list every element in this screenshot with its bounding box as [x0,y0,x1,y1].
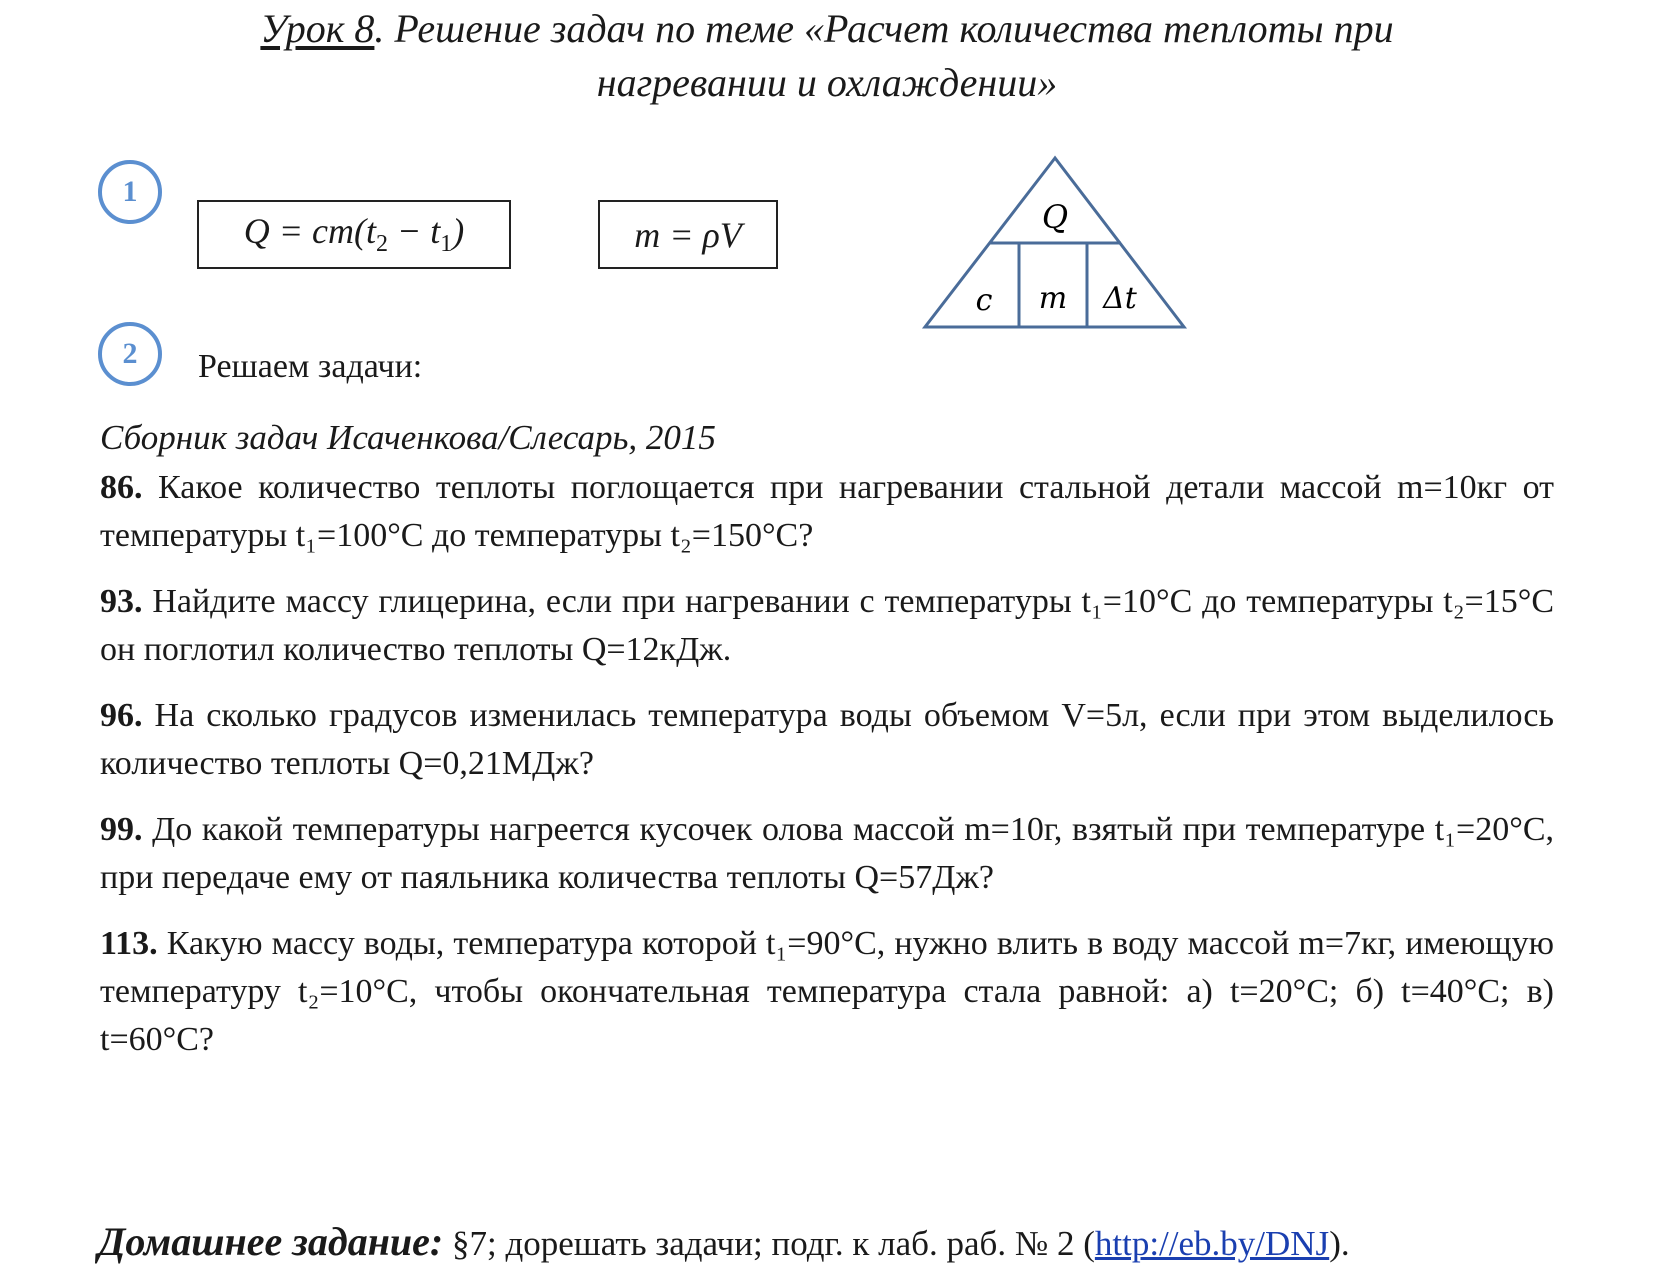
homework-text: §7; дорешать задачи; подг. к лаб. раб. № 2 ( [443,1224,1095,1263]
problem-text: До какой температуры нагреется кусочек олова массой m=10г, взятый при температуре t₁=20°С, при передаче ему от паяльника количества теплоты Q=57Дж? [100,811,1554,896]
title-line-2: нагревании и охлаждении» [596,60,1058,105]
problem-text: Найдите массу глицерина, если при нагревании с температуры t₁=10°С до температуры t₂=15°С он поглотил количество теплоты Q=12кДж. [100,583,1555,668]
problem-93 [100,578,1554,674]
homework-tail: ). [1329,1224,1350,1263]
homework [98,1218,1350,1265]
problem-number: 93. [100,583,143,620]
problem-text: Какую массу воды, температура которой t₁=90°С, нужно влить в воду массой m=7кг, имеющую температуру t₂=10°С, чтобы окончательная температура стала равной: а) t=20°С; б) t=40°С; в) t=60°С? [100,925,1555,1058]
heat-formula-box [197,200,511,269]
problem-text: На сколько градусов изменилась температура воды объемом V=5л, если при этом выделилось количество теплоты Q=0,21МДж? [100,697,1555,782]
triangle-label-q: Q [1041,198,1069,236]
lesson-number: Урок 8 [260,6,375,51]
mass-formula: m = ρV [634,214,742,255]
problem-96 [100,692,1554,788]
homework-link[interactable]: http://eb.by/DNJ [1094,1224,1330,1263]
source-reference: Сборник задач Исаченкова/Слесарь, 2015 [100,418,716,457]
problem-number: 113. [100,925,158,962]
problem-113 [100,920,1554,1064]
homework-label: Домашнее задание: [98,1219,444,1264]
triangle-label-delta-t: Δt [1103,281,1137,316]
problem-number: 96. [100,697,143,734]
marker-two: 2 [98,322,162,386]
heat-formula: $Q = cm(t_2 - t_1)$ [243,211,465,258]
problem-99 [100,806,1554,902]
title-line-1: Урок 8. Решение задач по теме «Расчет количества теплоты при [260,6,1394,51]
marker-one: 1 [98,160,162,224]
triangle-label-c: c [975,283,993,318]
solve-heading: Решаем задачи: [198,348,423,385]
problem-number: 86. [100,469,143,506]
problem-number: 99. [100,811,143,848]
mass-formula-box [598,200,778,269]
problem-text: Какое количество теплоты поглощается при нагревании стальной детали массой m=10кг от температуры t₁=100°С до температуры t₂=150°С? [100,469,1555,554]
problem-86 [100,464,1554,560]
page-title [0,2,1654,110]
triangle-label-m: m [1038,281,1068,316]
formula-triangle [920,150,1190,335]
